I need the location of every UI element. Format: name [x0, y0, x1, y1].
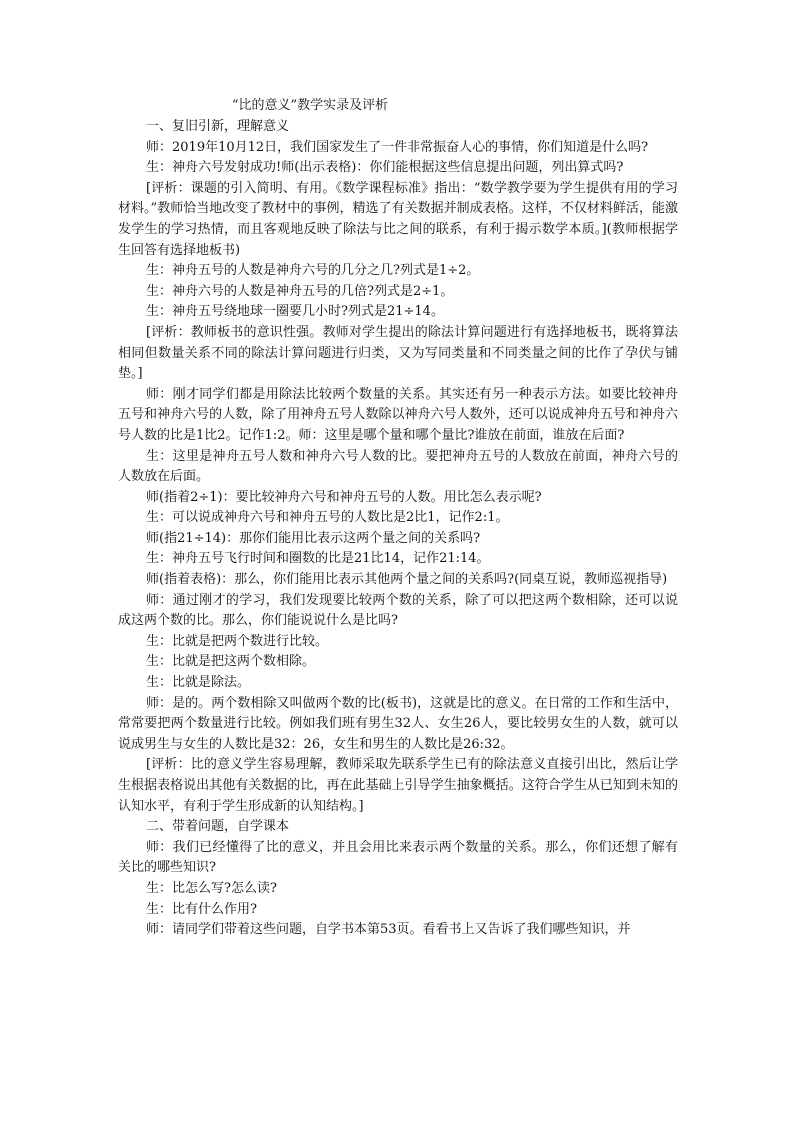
paragraph: 师：刚才同学们都是用除法比较两个数量的关系。其实还有另一种表示方法。如要比较神舟五号和神舟六号的人数，除了用神舟五号人数除以神舟六号人数外，还可以说成神舟五号和神舟六号人数的比是1比2。记作1:2。师：这里是哪个量和哪个量比?谁放在前面，谁放在后面?	[118, 386, 678, 443]
paragraph: 生：这里是神舟五号人数和神舟六号人数的比。要把神舟五号的人数放在前面，神舟六号的人数放在后面。	[118, 448, 678, 485]
commentary-paragraph: [评析：比的意义学生容易理解，教师采取先联系学生已有的除法意义直接引出比，然后让学生根据表格说出其他有关数据的比，再在此基础上引导学生抽象概括。这符合学生从已知到未知的认知水平，有利于学生形成新的认知结构。]	[118, 757, 678, 814]
document-title: “比的意义”教学实录及评析	[231, 98, 389, 113]
paragraph: 师：通过刚才的学习，我们发现要比较两个数的关系，除了可以把这两个数相除，还可以说成这两个数的比。那么，你们能说说什么是比吗?	[118, 592, 678, 629]
paragraph: 生：比就是把两个数进行比较。	[146, 633, 329, 649]
commentary-paragraph: [评析：教师板书的意识性强。教师对学生提出的除法计算问题进行有选择地板书，既将算法相同但数量关系不同的除法计算问题进行归类，又为写同类量和不同类量之间的比作了孕伏与铺垫。]	[118, 324, 678, 382]
paragraph: 师(指21÷14)：那你们能用比表示这两个量之间的关系吗?	[146, 530, 481, 546]
paragraph: 生：神舟六号发射成功!师(出示表格)：你们能根据这些信息提出问题，列出算式吗?	[146, 160, 624, 176]
commentary-paragraph: [评析：课题的引入简明、有用。《数学课程标准》指出：“数学教学要为学生提供有用的学习材料。”教师恰当地改变了教材中的事例，精选了有关数据并制成表格。这样，不仅材料鲜活，能激发学生的学习热情，而且客观地反映了除法与比之间的联系，有利于揭示数学本质。](教师根据学生回答有选择地板书)	[118, 180, 678, 258]
document-body	[118, 117, 678, 941]
paragraph: 师(指着表格)：那么，你们能用比表示其他两个量之间的关系吗?(同桌互说，教师巡视指导)	[146, 572, 668, 588]
heading-section-1: 一、复旧引新，理解意义	[146, 119, 290, 134]
paragraph: 生：神舟五号的人数是神舟六号的几分之几?列式是1÷2。	[146, 263, 480, 279]
heading-section-2: 二、带着问题，自学课本	[146, 819, 290, 835]
paragraph: 生：神舟六号的人数是神舟五号的几倍?列式是2÷1。	[146, 283, 454, 299]
paragraph: 师：我们已经懂得了比的意义，并且会用比来表示两个数量的关系。那么，你们还想了解有关比的哪些知识?	[118, 839, 678, 876]
paragraph: 生：比就是除法。	[146, 675, 251, 691]
paragraph: 师：是的。两个数相除又叫做两个数的比(板书)，这就是比的意义。在日常的工作和生活中，常常要把两个数量进行比较。例如我们班有男生32人、女生26人，要比较男女生的人数，就可以说成男生与女生的人数比是32：26，女生和男生的人数比是26:32。	[118, 695, 678, 752]
paragraph: 生：可以说成神舟六号和神舟五号的人数比是2比1，记作2:1。	[146, 510, 509, 526]
paragraph: 师：请同学们带着这些问题，自学书本第53页。看看书上又告诉了我们哪些知识，并	[146, 922, 631, 938]
paragraph: 生：神舟五号绕地球一圈要几小时?列式是21÷14。	[146, 304, 444, 320]
paragraph: 生：比有什么作用?	[146, 901, 257, 917]
paragraph: 师：2019年10月12日，我们国家发生了一件非常振奋人心的事情，你们知道是什么吗?	[146, 139, 649, 155]
paragraph: 生：神舟五号飞行时间和圈数的比是21比14，记作21:14。	[146, 551, 490, 567]
paragraph: 师(指着2÷1)：要比较神舟六号和神舟五号的人数。用比怎么表示呢?	[146, 489, 542, 505]
paragraph: 生：比就是把这两个数相除。	[146, 654, 316, 670]
paragraph: 生：比怎么写?怎么读?	[146, 880, 277, 896]
